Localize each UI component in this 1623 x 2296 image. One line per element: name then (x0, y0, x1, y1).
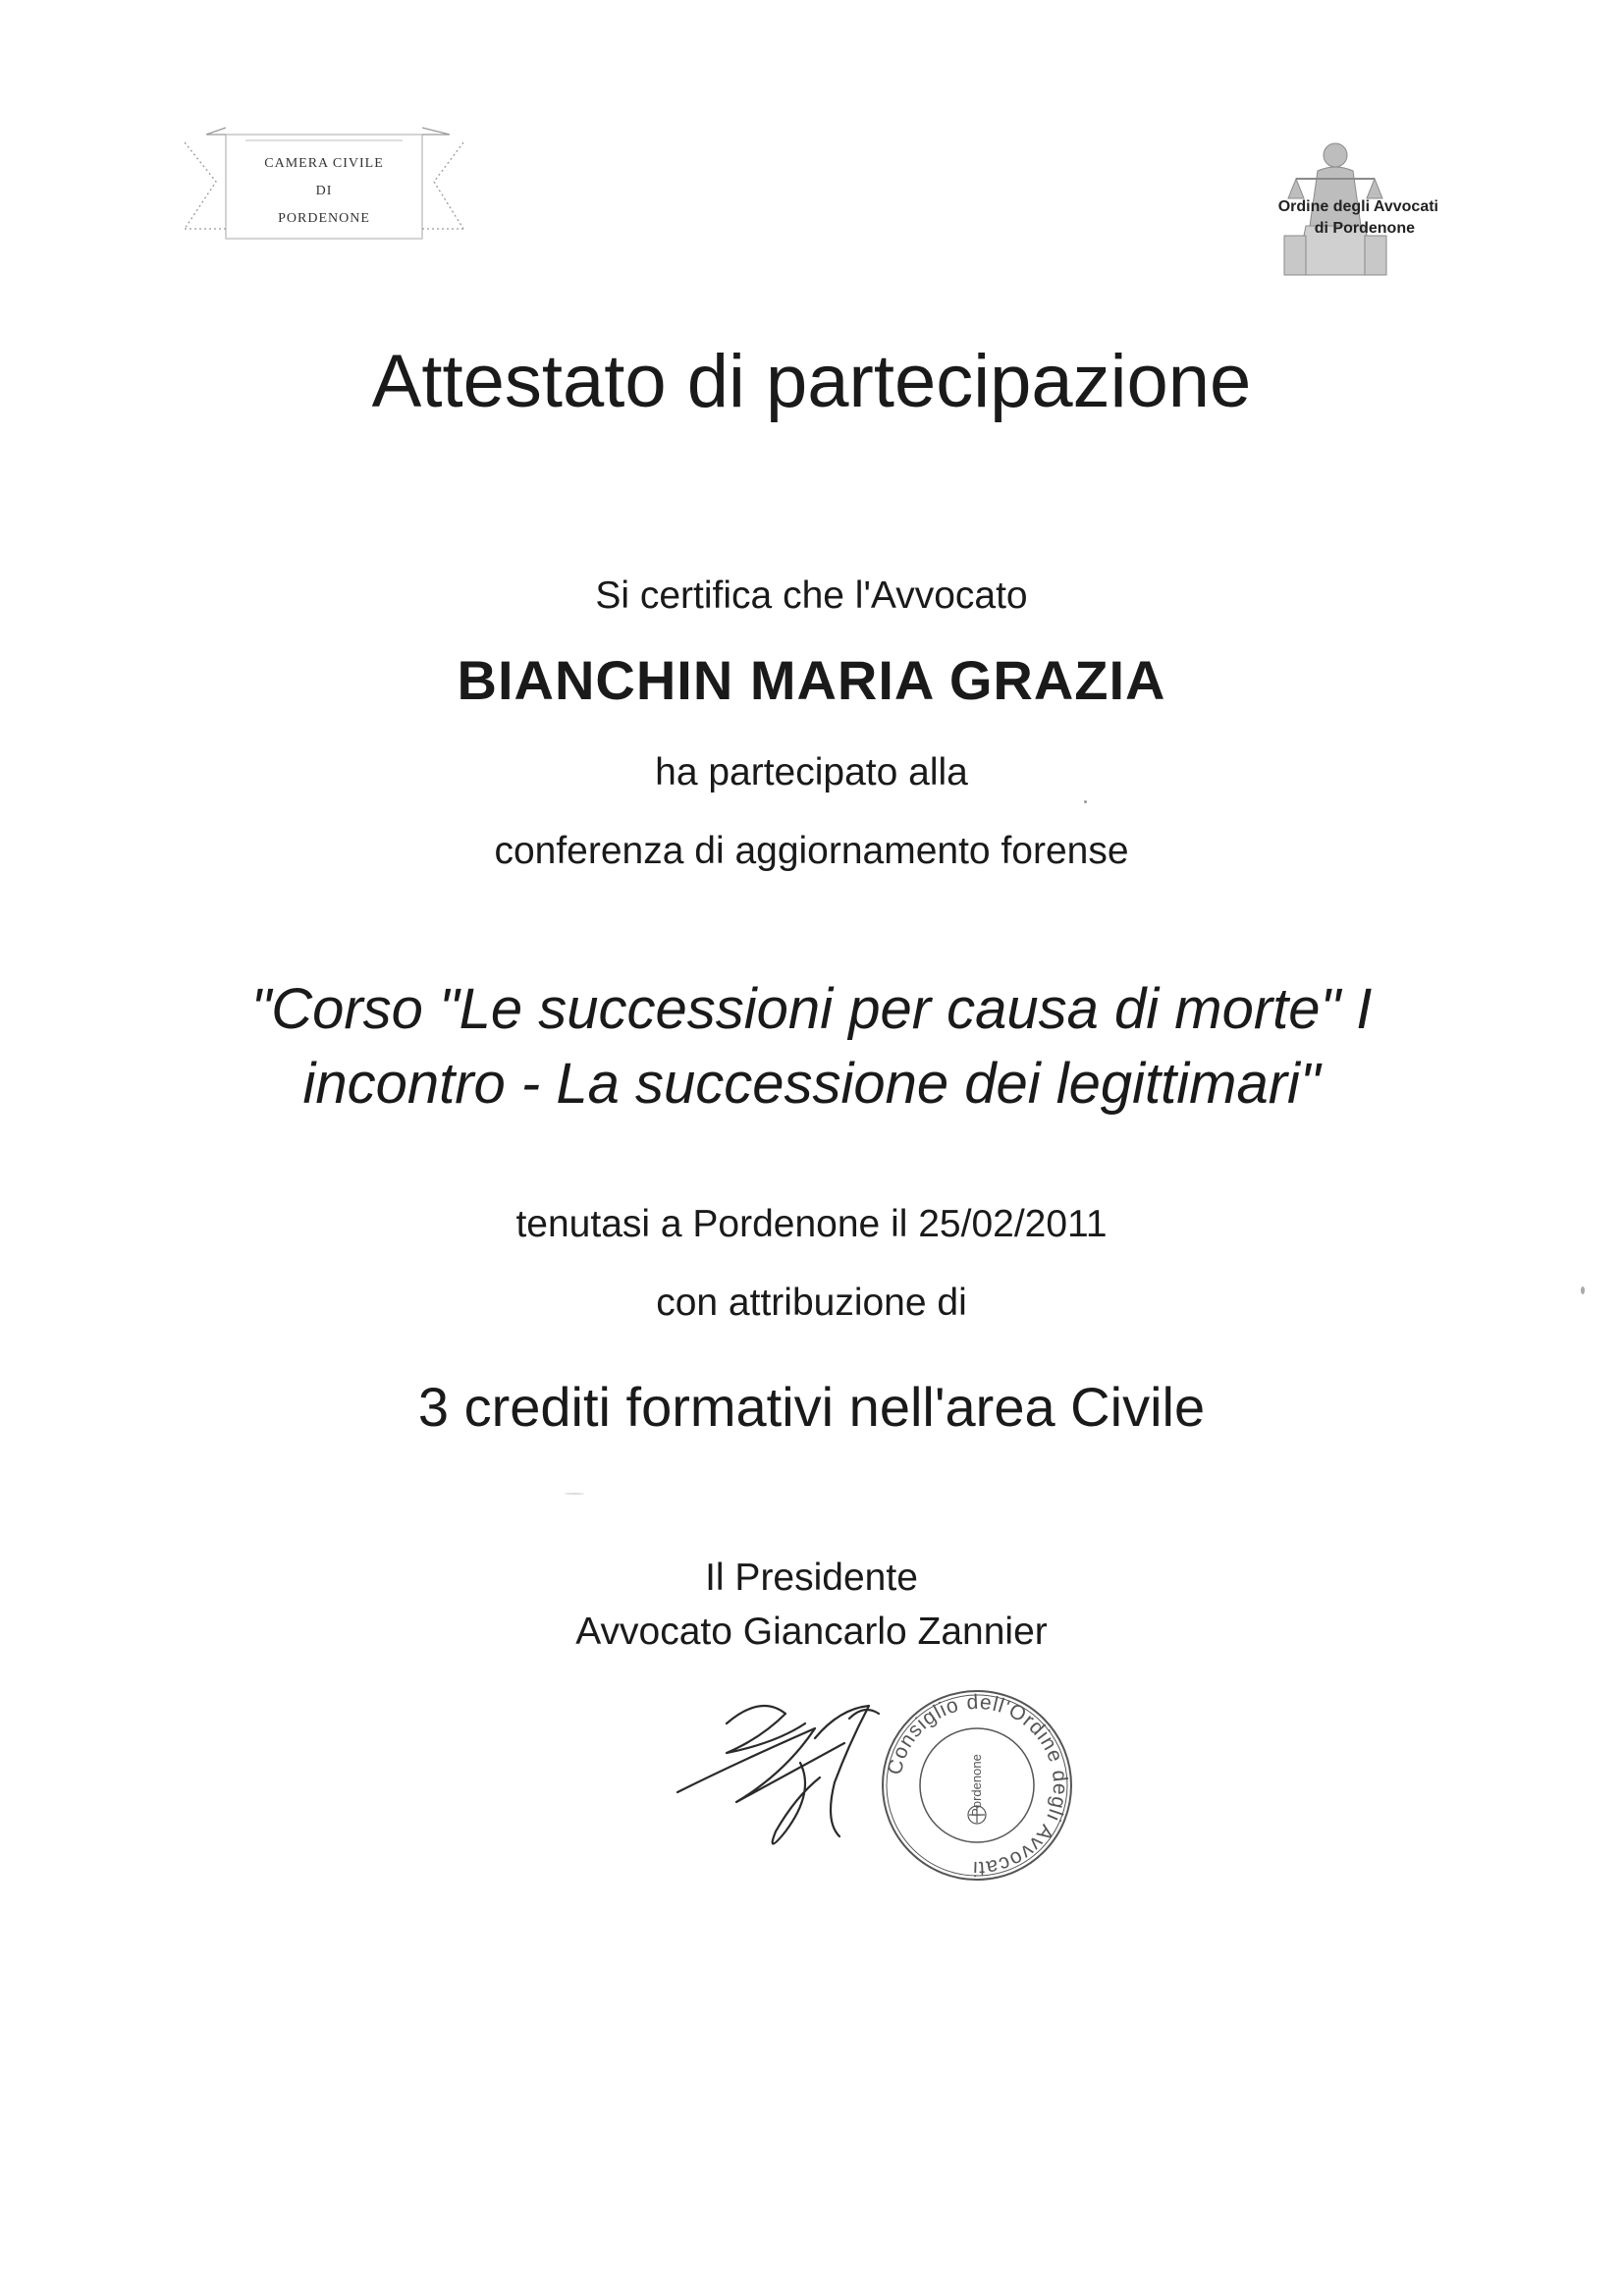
scan-speck (565, 1493, 584, 1495)
camera-civile-text (245, 150, 403, 233)
credits-text: 3 crediti formativi nell'area Civile (417, 1376, 1206, 1438)
course-title-line2: incontro - La successione dei legittimari" (302, 1052, 1321, 1116)
certificate-title: Attestato di partecipazione (371, 340, 1252, 423)
scan-speck (1084, 800, 1087, 803)
camera-civile-line1: CAMERA CIVILE (264, 156, 384, 171)
ordine-line1: Ordine degli Avvocati (1277, 198, 1438, 215)
ordine-avvocati-logo (1227, 137, 1438, 285)
attribution-text: con attribuzione di (656, 1282, 967, 1324)
held-at-text: tenutasi a Pordenone il 25/02/2011 (515, 1203, 1108, 1245)
signatory-role: Il Presidente (705, 1557, 918, 1599)
scan-speck (1581, 1286, 1585, 1294)
camera-civile-logo (177, 123, 471, 250)
ordine-avvocati-text (1227, 196, 1438, 240)
stamp-center-text: Pordenone (969, 1754, 984, 1817)
course-title (98, 972, 1525, 1121)
signatory-name: Avvocato Giancarlo Zannier (575, 1611, 1048, 1653)
certificate-intro: Si certifica che l'Avvocato (595, 574, 1028, 617)
camera-civile-line2: DI (315, 184, 333, 198)
stamp-ring-text: Consiglio dell'Ordine degli Avvocati (883, 1690, 1072, 1881)
participated-text: ha partecipato alla (655, 751, 968, 793)
official-stamp (879, 1687, 1075, 1884)
event-type-text: conferenza di aggiornamento forense (494, 830, 1129, 872)
course-title-line1: "Corso "Le successioni per causa di morte" I (250, 977, 1373, 1041)
camera-civile-line3: PORDENONE (278, 211, 370, 226)
ordine-line2: di Pordenone (1314, 220, 1415, 237)
participant-name: BIANCHIN MARIA GRAZIA (457, 649, 1166, 711)
